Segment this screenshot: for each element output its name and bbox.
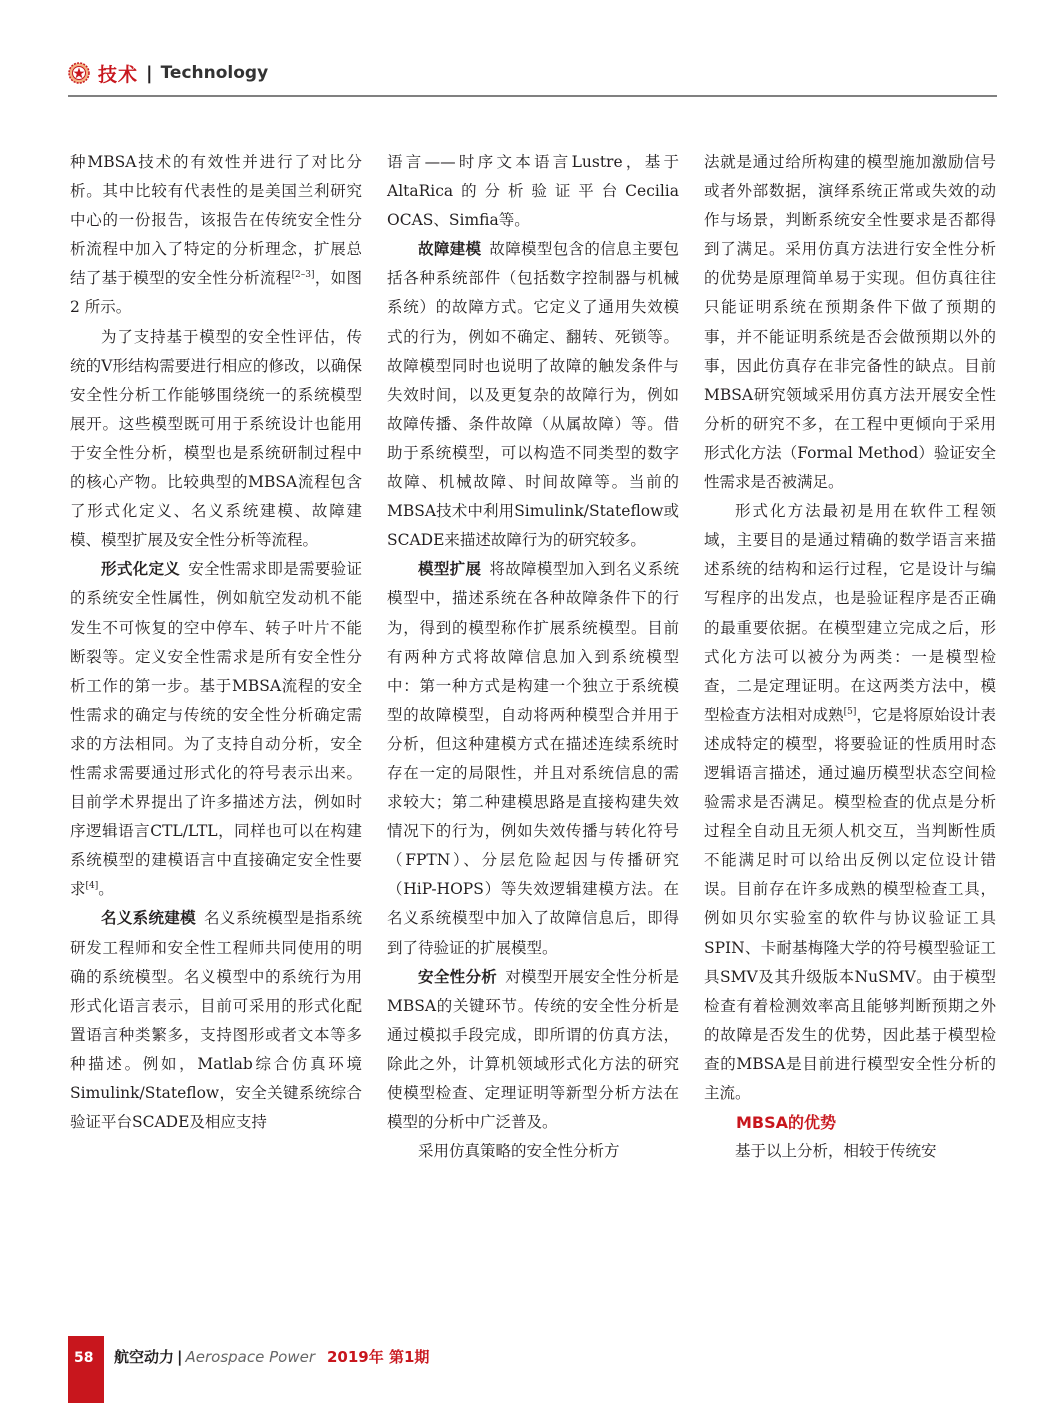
paragraph-keyword: 模型扩展	[418, 560, 482, 579]
paragraph-keyword: 形式化定义	[101, 560, 181, 579]
section-separator: |	[146, 62, 153, 84]
paragraph	[704, 1137, 996, 1166]
footer-journal	[114, 1346, 429, 1367]
paragraph-text: 种MBSA技术的有效性并进行了对比分析。其中比较有代表性的是美国兰利研究中心的一份报告，该报告在传统安全性分析流程中加入了特定的分析理念，扩展总结了基于模型的安全性分析流程	[70, 153, 362, 288]
footer-accent-bar	[68, 1336, 104, 1403]
citation-ref: [4]	[85, 881, 99, 892]
paragraph-text: 故障模型包含的信息主要包括各种系统部件（包括数字控制器与机械系统）的故障方式。它定义了通用失效模式的行为，例如不确定、翻转、死锁等。故障模型同时也说明了故障的触发条件与失效时间，以及更复杂的故障行为，例如故障传播、条件故障（从属故障）等。借助于系统模型，可以构造不同类型的数字故障、机械故障、时间故障等。当前的MBSA技术中利用Simulink/Stateflow或SCADE来描述故障行为的研究较多。	[387, 240, 679, 550]
citation-ref: [2–3]	[291, 270, 315, 281]
section-title-cn: 技术	[98, 63, 139, 86]
paragraph	[387, 148, 679, 235]
paragraph-text: 安全性需求即是需要验证的系统安全性属性，例如航空发动机不能发生不可恢复的空中停车、转子叶片不能断裂等。定义安全性需求是所有安全性分析工作的第一步。基于MBSA流程的安全性需求的确定与传统的安全性分析确定需求的方法相同。为了支持自动分析，安全性需求需要通过形式化的符号表示出来。目前学术界提出了许多描述方法，例如时序逻辑语言CTL/LTL，同样也可以在构建系统模型的建模语言中直接确定安全性要求	[70, 560, 362, 899]
section-title-en: Technology	[160, 63, 269, 83]
header-rule	[68, 95, 997, 97]
paragraph	[387, 1137, 679, 1166]
paragraph-keyword: 安全性分析	[418, 967, 498, 986]
issue-label: 2019年 第1期	[327, 1348, 430, 1366]
paragraph-text: 采用仿真策略的安全性分析方	[418, 1142, 620, 1161]
citation-ref: [5]	[843, 706, 857, 717]
paragraph-text: 法就是通过给所构建的模型施加激励信号或者外部数据，演绎系统正常或失效的动作与场景，判断系统安全性要求是否都得到了满足。采用仿真方法进行安全性分析的优势是原理简单易于实现。但仿真往往只能证明系统在预期条件下做了预期的事，并不能证明系统是否会做预期以外的事，因此仿真存在非完备性的缺点。目前MBSA研究领域采用仿真方法开展安全性分析的研究不多，在工程中更倾向于采用形式化方法（Formal Method）验证安全性需求是否被满足。	[704, 153, 996, 492]
paragraph-text: 语言——时序文本语言Lustre，基于AltaRica的分析验证平台Cecilia OCAS、Simfia等。	[387, 153, 679, 230]
paragraph-text: 名义系统模型是指系统研发工程师和安全性工程师共同使用的明确的系统模型。名义模型中的系统行为用形式化语言表示，目前可采用的形式化配置语言种类繁多，支持图形或者文本等多种描述。例如，Matlab综合仿真环境Simulink/Stateflow，安全关键系统综合验证平台SCADE及相应支持	[70, 909, 362, 1132]
paragraph	[70, 555, 362, 904]
section-header	[68, 58, 268, 88]
page-number: 58	[74, 1350, 94, 1366]
paragraph	[70, 148, 362, 323]
paragraph-text: 为了支持基于模型的安全性评估，传统的V形结构需要进行相应的修改，以确保安全性分析工作能够围绕统一的系统模型展开。这些模型既可用于系统设计也能用于安全性分析，模型也是系统研制过程中的核心产物。比较典型的MBSA流程包含了形式化定义、名义系统建模、故障建模、模型扩展及安全性分析等流程。	[70, 327, 362, 550]
journal-name-en: Aerospace Power	[185, 1348, 315, 1366]
paragraph-text-tail: ，如图 2 所示。	[70, 269, 362, 317]
paragraph	[387, 963, 679, 1138]
paragraph-text: 基于以上分析，相较于传统安	[735, 1142, 937, 1161]
paragraph-text: 对模型开展安全性分析是MBSA的关键环节。传统的安全性分析是通过模拟手段完成，即所谓的仿真方法，除此之外，计算机领域形式化方法的研究使模型检查、定理证明等新型分析方法在模型的分析中广泛普及。	[387, 967, 679, 1132]
paragraph-text-tail: ，它是将原始设计表述成特定的模型，将要验证的性质用时态逻辑语言描述，通过遍历模型状态空间检验需求是否满足。模型检查的优点是分析过程全自动且无须人机交互，当判断性质不能满足时可以给出反例以定位设计错误。目前存在许多成熟的模型检查工具，例如贝尔实验室的软件与协议验证工具SPIN、卡耐基梅隆大学的符号模型验证工具SMV及其升级版本NuSMV。由于模型检查有着检测效率高且能够判断预期之外的故障是否发生的优势，因此基于模型检查的MBSA是目前进行模型安全性分析的主流。	[704, 705, 996, 1102]
paragraph-text: 将故障模型加入到名义系统模型中，描述系统在各种故障条件下的行为，得到的模型称作扩展系统模型。目前有两种方式将故障信息加入到系统模型中：第一种方式是构建一个独立于系统模型的故障模型，自动将两种模型合并用于分析，但这种建模方式在描述连续系统时存在一定的局限性，并且对系统信息的需求较大；第二种建模思路是直接构建失效情况下的行为，例如失效传播与转化符号（FPTN）、分层危险起因与传播研究（HiP-HOPS）等失效逻辑建模方法。在名义系统模型中加入了故障信息后，即得到了待验证的扩展模型。	[387, 560, 679, 957]
text-column-3	[704, 148, 996, 1166]
paragraph	[70, 323, 362, 556]
gear-star-logo-icon	[68, 62, 90, 84]
paragraph	[387, 555, 679, 962]
paragraph	[704, 148, 996, 497]
section-subheading: MBSA的优势	[736, 1113, 837, 1133]
paragraph-text: 形式化方法最初是用在软件工程领域，主要目的是通过精确的数学语言来描述系统的结构和运行过程，它是设计与编写程序的出发点，也是验证程序是否正确的最重要依据。在模型建立完成之后，形式化方法可以被分为两类：一是模型检查，二是定理证明。在这两类方法中，模型检查方法相对成熟	[704, 502, 996, 724]
journal-name-cn: 航空动力	[114, 1348, 175, 1366]
text-column-2	[387, 148, 679, 1166]
paragraph-keyword: 名义系统建模	[101, 909, 196, 928]
paragraph-keyword: 故障建模	[418, 240, 482, 259]
journal-separator: |	[177, 1348, 183, 1366]
paragraph-text-tail: 。	[98, 880, 114, 899]
paragraph	[704, 497, 996, 1108]
paragraph	[70, 904, 362, 1137]
text-column-1	[70, 148, 362, 1137]
paragraph	[387, 235, 679, 555]
